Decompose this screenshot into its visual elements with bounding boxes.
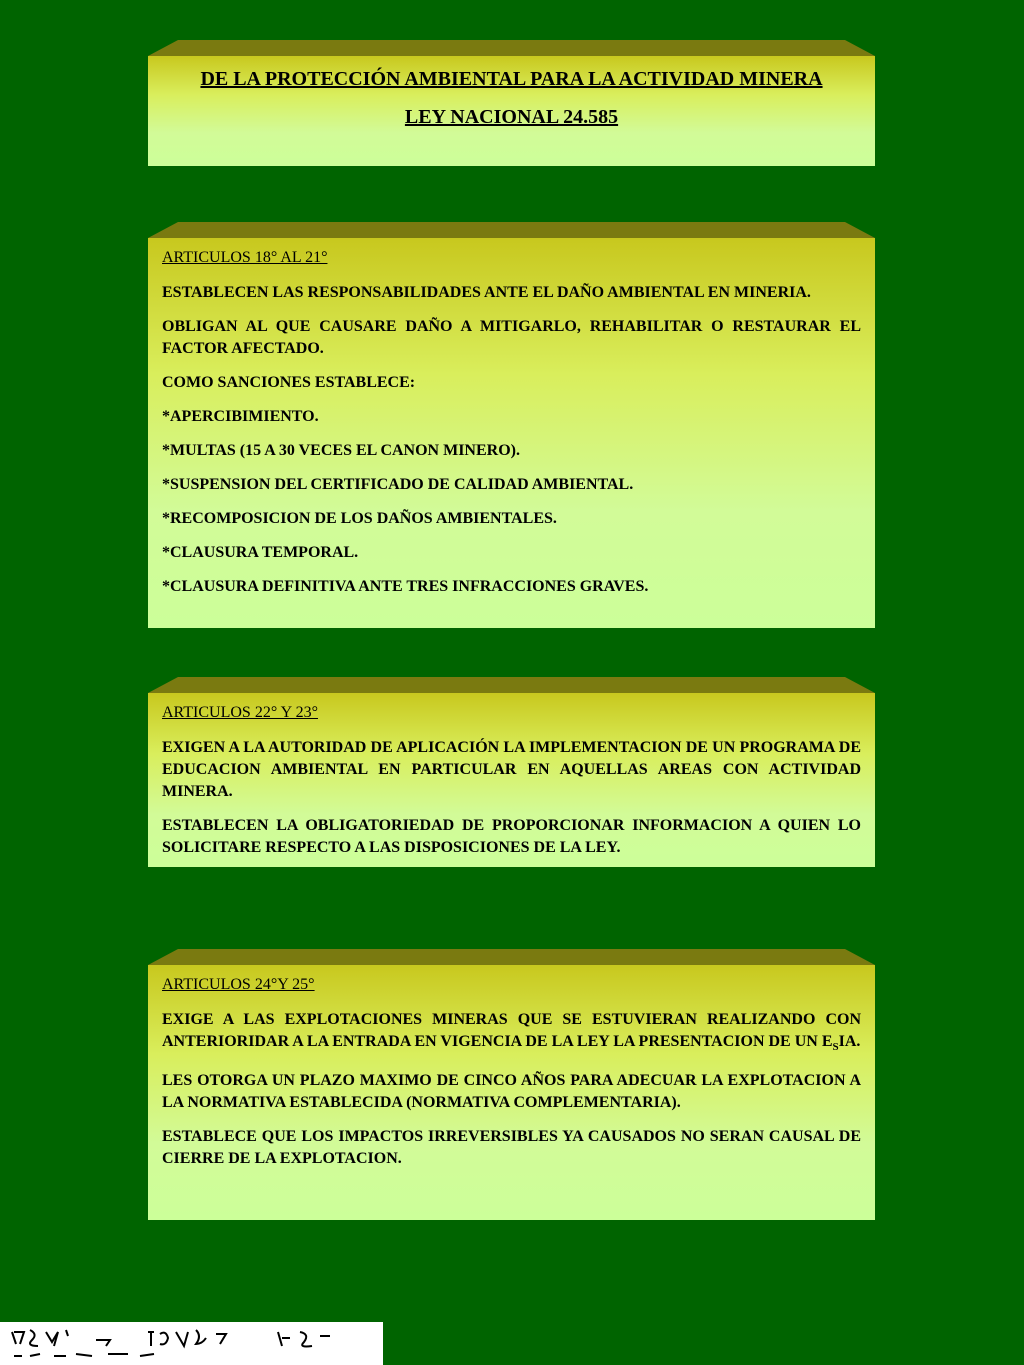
paragraph: ESTABLECEN LAS RESPONSABILIDADES ANTE EL DAÑO AMBIENTAL EN MINERIA.	[162, 284, 811, 301]
paragraph	[162, 1009, 861, 1058]
list-item: *RECOMPOSICION DE LOS DAÑOS AMBIENTALES.	[162, 510, 557, 527]
list-item: *CLAUSURA DEFINITIVA ANTE TRES INFRACCIONES GRAVES.	[162, 578, 649, 595]
paragraph: OBLIGAN AL QUE CAUSARE DAÑO A MITIGARLO, REHABILITAR O RESTAURAR EL FACTOR AFECTADO.	[162, 318, 861, 357]
section-heading: ARTICULOS 24°Y 25°	[162, 976, 315, 993]
section-2-bevel	[148, 677, 875, 693]
paragraph: LES OTORGA UN PLAZO MAXIMO DE CINCO AÑOS PARA ADECUAR LA EXPLOTACION A LA NORMATIVA ESTABLECIDA (NORMATIVA COMPLEMENTARIA).	[162, 1072, 861, 1112]
paragraph: EXIGEN A LA AUTORIDAD DE APLICACIÓN LA IMPLEMENTACION DE UN PROGRAMA DE EDUCACION AMBIENTAL EN PARTICULAR EN AQUELLAS AREAS CON ACTIVIDAD MINERA.	[162, 739, 861, 800]
paragraph: COMO SANCIONES ESTABLECE:	[162, 374, 416, 391]
section-heading: ARTICULOS 22° Y 23°	[162, 704, 318, 721]
section-articles-22-23	[148, 693, 875, 867]
page-title: DE LA PROTECCIÓN AMBIENTAL PARA LA ACTIVIDAD MINERA	[200, 68, 823, 90]
list-item: *MULTAS (15 A 30 VECES EL CANON MINERO).	[162, 442, 520, 459]
title-box-bevel	[148, 40, 875, 56]
paragraph: ESTABLECEN LA OBLIGATORIEDAD DE PROPORCIONAR INFORMACION A QUIEN LO SOLICITARE RESPECTO A LAS DISPOSICIONES DE LA LEY.	[162, 817, 861, 856]
section-articles-18-21	[148, 238, 875, 628]
paragraph-text-end: IA.	[838, 1033, 861, 1050]
section-articles-24-25	[148, 965, 875, 1220]
section-3-bevel	[148, 949, 875, 965]
page-subtitle: LEY NACIONAL 24.585	[404, 106, 619, 128]
handwritten-signature-icon	[0, 1322, 383, 1365]
section-heading: ARTICULOS 18° AL 21°	[162, 249, 328, 266]
paragraph: ESTABLECE QUE LOS IMPACTOS IRREVERSIBLES YA CAUSADOS NO SERAN CAUSAL DE CIERRE DE LA EXPLOTACION.	[162, 1128, 861, 1168]
list-item: *APERCIBIMIENTO.	[162, 408, 319, 425]
subscript: S	[832, 1041, 839, 1054]
list-item: *CLAUSURA TEMPORAL.	[162, 544, 359, 561]
section-1-bevel	[148, 222, 875, 238]
paragraph-text: EXIGE A LAS EXPLOTACIONES MINERAS QUE SE ESTUVIERAN REALIZANDO CON ANTERIORIDAR A LA ENTRADA EN VIGENCIA DE LA LEY LA PRESENTACION DE UN E	[162, 1011, 861, 1050]
list-item: *SUSPENSION DEL CERTIFICADO DE CALIDAD AMBIENTAL.	[162, 476, 634, 493]
title-box	[148, 56, 875, 166]
